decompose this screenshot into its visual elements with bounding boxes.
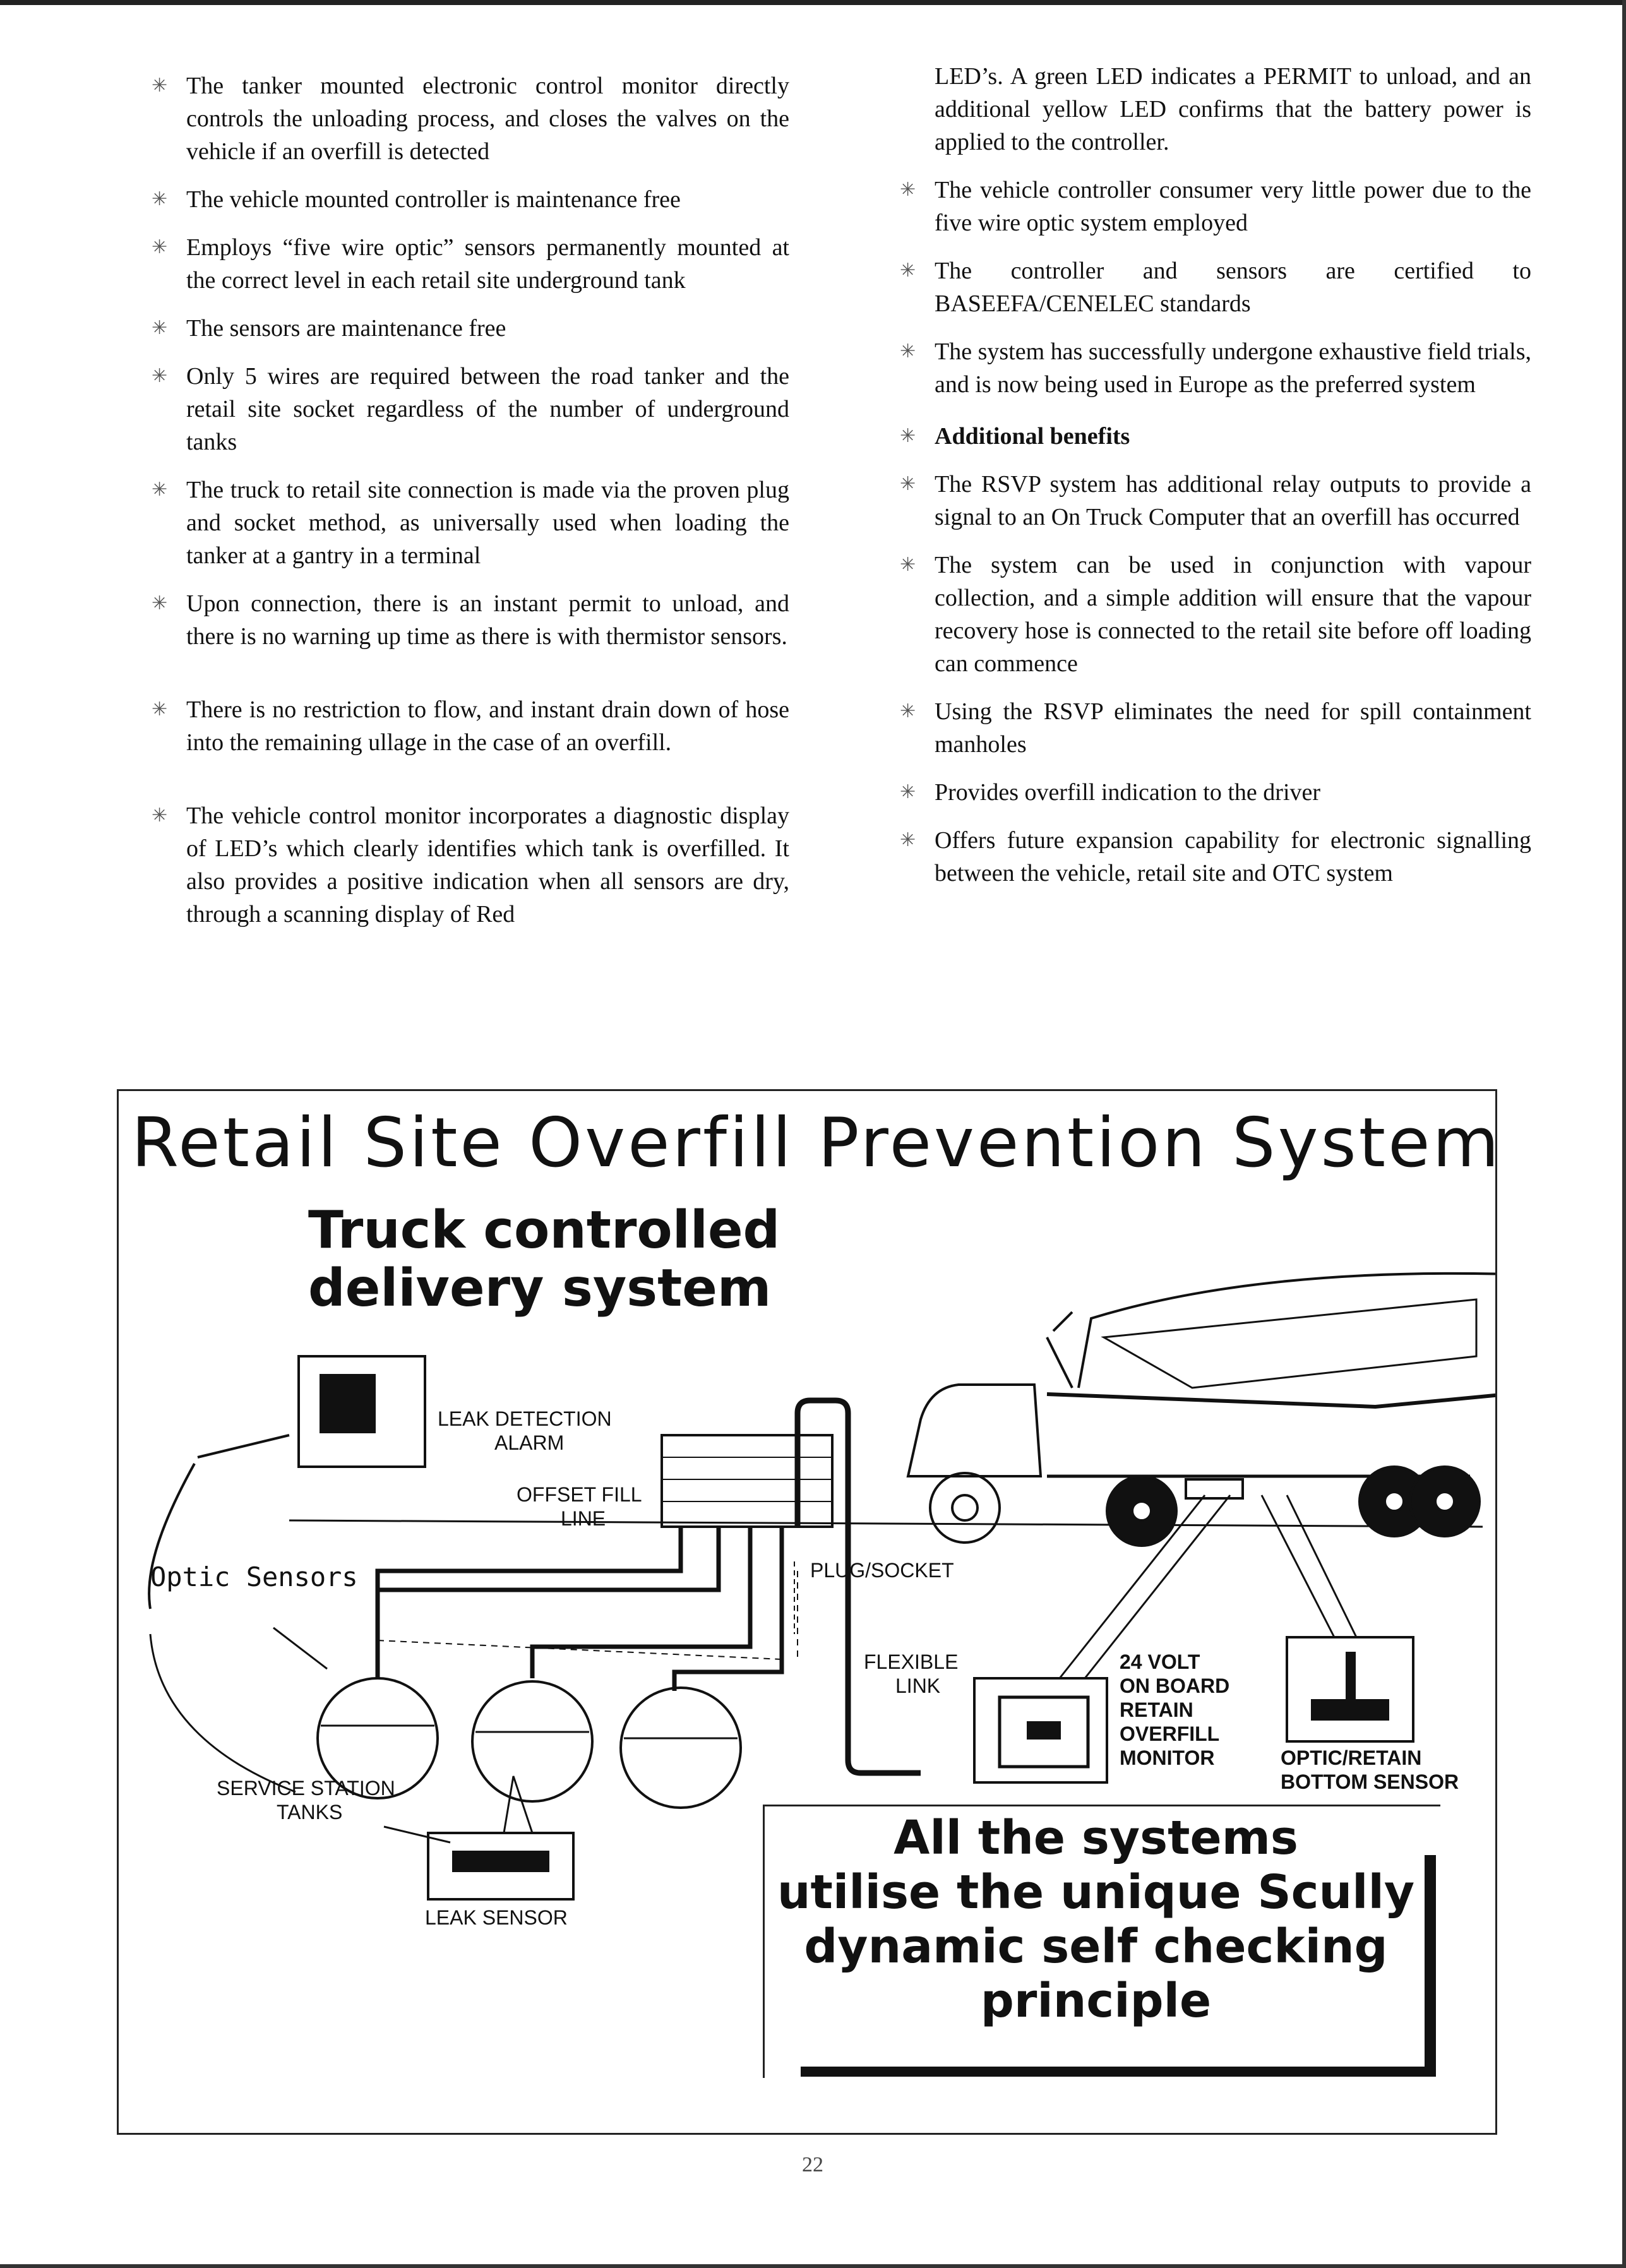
leak-alarm-label-2: ALARM [494,1431,565,1454]
bullet-text: Using the RSVP eliminates the need for spill containment manholes [935,698,1531,758]
callout-line-2: utilise the unique Scully [777,1865,1415,1919]
section-heading [900,420,1531,453]
monitor-label-1: 24 VOLT [1120,1650,1200,1673]
offset-fill-label-2: LINE [561,1507,606,1530]
bullet-item [900,468,1531,534]
bullet-text: There is no restriction to flow, and instant drain down of hose into the remaining ullage in the case of an overfill. [186,696,789,756]
bottom-sensor-label-1: OPTIC/RETAIN [1281,1746,1422,1769]
bullet-star-icon: ✳ [152,699,168,720]
bullet-text: Provides overfill indication to the driver [935,779,1321,806]
bullet-item [152,69,789,168]
bullet-star-icon: ✳ [900,701,916,722]
callout-line-3: dynamic self checking [804,1919,1388,1974]
bullet-text: Additional benefits [935,423,1130,450]
bullet-item [900,776,1531,809]
left-text-column [152,69,789,946]
offset-fill-label-1: OFFSET FILL [517,1483,642,1506]
monitor-label-2: ON BOARD [1120,1674,1230,1697]
bullet-item [152,183,789,216]
bullet-text: Only 5 wires are required between the road tanker and the retail site socket regardless of the number of underground tanks [186,363,789,455]
spacer [152,668,789,693]
bullet-star-icon: ✳ [152,593,168,614]
optic-sensors-label: Optic Sensors [150,1561,358,1592]
tank-3 [621,1688,741,1808]
bullet-star-icon: ✳ [900,554,916,575]
right-text-column [900,60,1531,905]
bullet-star-icon: ✳ [152,189,168,210]
bottom-edge [0,2264,1626,2268]
figure-title: Retail Site Overfill Prevention System [131,1104,1502,1183]
monitor-label-3: RETAIN [1120,1698,1193,1721]
bullet-star-icon: ✳ [900,179,916,200]
monitor-label-4: OVERFILL [1120,1722,1220,1745]
bullet-item [900,254,1531,320]
callout-shadow [1425,1855,1436,2076]
bullet-star-icon: ✳ [900,426,916,446]
bullet-item [900,695,1531,761]
bullet-star-icon: ✳ [900,782,916,803]
bullet-item [900,335,1531,401]
callout-line-4: principle [980,1974,1212,2028]
right-edge [1622,0,1626,2268]
bullet-star-icon: ✳ [152,366,168,386]
bullet-text: The system has successfully undergone exhaustive field trials, and is now being used in Europe as the preferred system [935,338,1531,398]
bullet-text: Offers future expansion capability for electronic signalling between the vehicle, retail site and OTC system [935,827,1531,886]
bullet-text: The vehicle control monitor incorporates a diagnostic display of LED’s which clearly identifies which tank is overfilled. It also provides a positive indication when all sensors are dry, through a scanning display of Red [186,803,789,928]
figure-subtitle [308,1202,780,1318]
figure-subtitle-line-1: Truck controlled [308,1200,780,1260]
bullet-item [152,312,789,345]
flexible-link-label-1: FLEXIBLE [864,1650,959,1673]
bullet-item [152,360,789,458]
leak-alarm-label-1: LEAK DETECTION [438,1407,612,1430]
bullet-text: Employs “five wire optic” sensors permanently mounted at the correct level in each retail site underground tank [186,234,789,294]
bullet-star-icon: ✳ [900,474,916,494]
bullet-star-icon: ✳ [152,237,168,258]
bullet-text: The vehicle mounted controller is maintenance free [186,186,681,213]
figure-subtitle-line-2: delivery system [308,1258,772,1318]
bullet-text: The truck to retail site connection is made via the proven plug and socket method, as universally used when loading the tanker at a gantry in a terminal [186,477,789,569]
tank-2 [472,1681,592,1801]
callout-text [766,1811,1426,2028]
tanker-truck [908,1274,1495,1546]
bullet-item [900,549,1531,680]
bullet-star-icon: ✳ [900,830,916,850]
bullet-star-icon: ✳ [152,318,168,338]
bullet-star-icon: ✳ [900,341,916,362]
page-number: 22 [802,2153,823,2176]
bottom-sensor-label-2: BOTTOM SENSOR [1281,1770,1459,1793]
bullet-text: The controller and sensors are certified to BASEEFA/CENELEC standards [935,258,1531,317]
bullet-item [900,174,1531,239]
plug-socket-label: PLUG/SOCKET [810,1559,954,1582]
callout-shadow-bottom [801,2067,1436,2077]
paragraph-continuation: LED’s. A green LED indicates a PERMIT to unload, and an additional yellow LED confirms that the battery power is applied to the controller. [935,63,1531,155]
bullet-text: The RSVP system has additional relay outputs to provide a signal to an On Truck Computer that an overfill has occurred [935,471,1531,530]
spacer [152,774,789,799]
bullet-text: The sensors are maintenance free [186,315,506,342]
bullet-item [152,693,789,759]
bullet-item [152,474,789,572]
bullet-item [152,231,789,297]
bullet-item [152,587,789,653]
bullet-text: The vehicle controller consumer very little power due to the five wire optic system employed [935,177,1531,236]
tanks-label-2: TANKS [277,1801,343,1823]
leak-sensor-label: LEAK SENSOR [425,1906,568,1929]
brick-wall [662,1435,832,1527]
callout-line-1: All the systems [894,1811,1298,1865]
alarm-panel-icon [321,1375,374,1432]
bullet-text: Upon connection, there is an instant permit to unload, and there is no warning up time as there is with thermistor sensors. [186,590,789,650]
bullet-text: The system can be used in conjunction with vapour collection, and a simple addition will ensure that the vapour recovery hose is connected to the retail site before off loading can commence [935,552,1531,677]
bullet-star-icon: ✳ [152,75,168,96]
bullet-text: The tanker mounted electronic control monitor directly controls the unloading process, and closes the valves on the vehicle if an overfill is detected [186,73,789,165]
bullet-star-icon: ✳ [900,260,916,281]
bullet-star-icon: ✳ [152,805,168,826]
bullet-item [900,824,1531,890]
bullet-item [152,799,789,931]
top-rule [0,0,1626,5]
tanks-label-1: SERVICE STATION [217,1777,395,1799]
flexible-link-label-2: LINK [895,1674,941,1697]
monitor-label-5: MONITOR [1120,1746,1215,1769]
bullet-star-icon: ✳ [152,479,168,500]
overfill-system-figure [117,1089,1502,2135]
